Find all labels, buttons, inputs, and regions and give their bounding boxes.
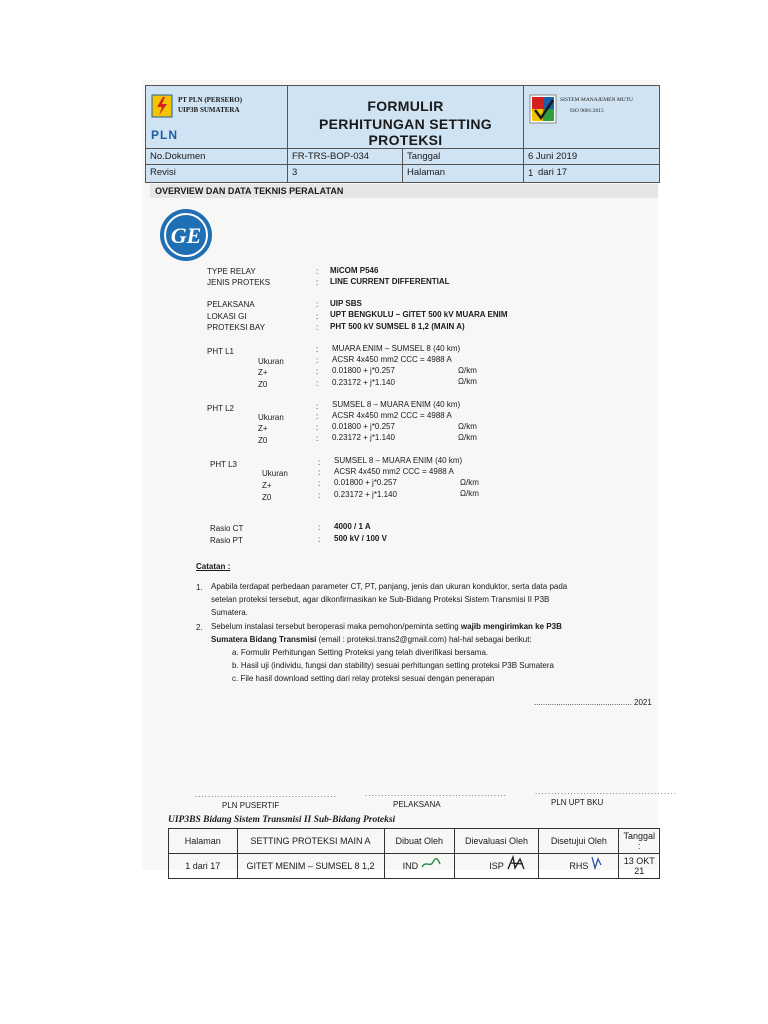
jenis-proteks-label: JENIS PROTEKS [207, 278, 271, 287]
note-2-sub-c: c. File hasil download setting dari relay proteksi sesuai dengan penerapan [232, 674, 495, 683]
section-title: OVERVIEW DAN DATA TEKNIS PERALATAN [155, 186, 344, 196]
colon: : [316, 345, 319, 354]
pht-l1-ukuran-label: Ukuran [258, 357, 284, 366]
colon: : [316, 412, 319, 421]
footer-h-dievaluasi: Dievaluasi Oleh [454, 829, 538, 854]
colon: : [318, 523, 321, 532]
colon: : [316, 402, 319, 411]
pht-l3-z0-unit: Ω/km [460, 489, 479, 498]
footer-table [168, 828, 660, 879]
iso-cert-icon [529, 94, 557, 124]
pht-l1-z0: 0.23172 + j*1.140 [332, 378, 395, 387]
note-2-sub-a: a. Formulir Perhitungan Setting Proteksi yang telah diverifikasi bersama. [232, 648, 489, 657]
form-title-line1: FORMULIR [367, 98, 444, 114]
footer-h-tanggal: Tanggal : [619, 829, 660, 854]
no-dokumen-label-cell [146, 149, 288, 165]
iso-cell [524, 86, 659, 149]
colon: : [316, 278, 319, 287]
colon: : [318, 491, 321, 500]
signature-ind-icon [421, 856, 441, 870]
pht-l1-z0-label: Z0 [258, 380, 268, 389]
rasio-ct-label: Rasio CT [210, 524, 244, 533]
colon: : [316, 367, 319, 376]
footer-v-halaman: 1 dari 17 [169, 854, 238, 879]
halaman-total: dari 17 [538, 167, 568, 178]
colon: : [316, 312, 319, 321]
footer-title: UIP3BS Bidang Sistem Transmisi II Sub-Bidang Proteksi [168, 815, 396, 825]
sig2-dots: ............................................ [365, 789, 507, 798]
note-2-line2-bold: Sumatera Bidang Transmisi [211, 635, 317, 644]
sig3-dots: ............................................ [535, 787, 677, 796]
colon: : [316, 356, 319, 365]
pht-l2-z0: 0.23172 + j*1.140 [332, 433, 395, 442]
footer-v-disetujui-cell [539, 854, 619, 879]
footer-h-halaman: Halaman [169, 829, 238, 854]
tanggal-label-cell [403, 149, 524, 165]
signature-rhs-icon [589, 855, 603, 871]
pht-l3-ukuran-label: Ukuran [262, 469, 288, 478]
rasio-ct-value: 4000 / 1 A [334, 522, 371, 531]
pht-l3-zp-label: Z+ [262, 481, 272, 490]
footer-v-tanggal: 13 OKT 21 [619, 854, 660, 879]
sig3-label: PLN UPT BKU [551, 798, 604, 807]
colon: : [318, 535, 321, 544]
pln-lightning-icon [151, 94, 173, 118]
footer-h-disetujui: Disetujui Oleh [539, 829, 619, 854]
colon: : [316, 323, 319, 332]
footer-v-dibuat: IND [402, 861, 419, 871]
proteksi-bay-label: PROTEKSI BAY [207, 323, 266, 332]
pht-l1-route: MUARA ENIM – SUMSEL 8 (40 km) [332, 344, 461, 353]
pht-l1-zp-unit: Ω/km [458, 366, 477, 375]
note-1-line1: Apabila terdapat perbedaan parameter CT, PT, panjang, jenis dan ukuran konduktor, serta data pada [211, 582, 568, 591]
pht-l2-route: SUMSEL 8 – MUARA ENIM (40 km) [332, 400, 461, 409]
revisi-label-cell [146, 165, 288, 182]
signature-isp-icon [505, 854, 527, 872]
sig1-dots: ............................................ [195, 790, 337, 799]
no-dokumen-value-cell [288, 149, 403, 165]
footer-v-dievaluasi-cell [454, 854, 538, 879]
pelaksana-label: PELAKSANA [207, 300, 255, 309]
sig1-label: PLN PUSERTIF [222, 801, 280, 810]
footer-v-setting: GITET MENIM – SUMSEL 8 1,2 [237, 854, 384, 879]
pht-l3-route: SUMSEL 8 – MUARA ENIM (40 km) [334, 456, 463, 465]
halaman-page: 1 [528, 168, 534, 179]
footer-header-row [169, 829, 660, 854]
no-dokumen-label: No.Dokumen [150, 151, 206, 162]
lokasi-value: UPT BENGKULU – GITET 500 kV MUARA ENIM [330, 310, 508, 319]
pht-l1-label: PHT L1 [207, 347, 234, 356]
note-2-line2 [211, 633, 532, 646]
iso-line2: ISO 9001:2015 [570, 108, 604, 114]
note-1-number: 1. [196, 583, 203, 592]
note-2-line1-bold: wajib mengirimkan ke P3B [460, 622, 562, 631]
form-title-line2: PERHITUNGAN SETTING PROTEKSI [319, 116, 492, 148]
colon: : [316, 423, 319, 432]
pht-l1-zp-label: Z+ [258, 368, 268, 377]
footer-v-disetujui: RHS [569, 861, 589, 871]
pht-l3-zp: 0.01800 + j*0.257 [334, 478, 397, 487]
footer-h-setting: SETTING PROTEKSI MAIN A [237, 829, 384, 854]
colon: : [316, 434, 319, 443]
pht-l2-ukuran: ACSR 4x450 mm2 CCC = 4988 A [332, 411, 452, 420]
sig2-label: PELAKSANA [393, 800, 441, 809]
pht-l2-zp-label: Z+ [258, 424, 268, 433]
date-line: ............................................ 2021 [534, 698, 652, 707]
pht-l3-zp-unit: Ω/km [460, 478, 479, 487]
revisi-value-cell [288, 165, 403, 182]
halaman-value-cell [524, 165, 659, 182]
pht-l2-z0-unit: Ω/km [458, 433, 477, 442]
rasio-pt-value: 500 kV / 100 V [334, 534, 387, 543]
colon: : [316, 300, 319, 309]
ge-logo-text: GE [170, 223, 202, 248]
rasio-pt-label: Rasio PT [210, 536, 243, 545]
note-2-sub-b: b. Hasil uji (individu, fungsi dan stability) sesuai perhitungan setting proteksi P3B Sumatera [232, 661, 554, 670]
jenis-proteks-value: LINE CURRENT DIFFERENTIAL [330, 277, 450, 286]
note-1-line2: setelan proteksi tersebut, agar dikonfirmasikan ke Sub-Bidang Proteksi Sistem Transmisi II P3B [211, 595, 550, 604]
note-1-line3: Sumatera. [211, 608, 248, 617]
colon: : [316, 267, 319, 276]
pht-l2-zp-unit: Ω/km [458, 422, 477, 431]
form-title-cell [288, 86, 524, 149]
footer-v-dibuat-cell [384, 854, 454, 879]
iso-line1: SISTEM MANAJEMEN MUTU [560, 97, 634, 103]
catatan-title: Catatan : [196, 562, 231, 571]
pht-l1-ukuran: ACSR 4x450 mm2 CCC = 4988 A [332, 355, 452, 364]
pht-l2-zp: 0.01800 + j*0.257 [332, 422, 395, 431]
pht-l3-z0-label: Z0 [262, 493, 272, 502]
revisi-label: Revisi [150, 167, 176, 178]
company-name-1: PT PLN (PERSERO) [178, 96, 243, 104]
type-relay-label: TYPE RELAY [207, 267, 256, 276]
colon: : [318, 458, 321, 467]
type-relay-value: MiCOM P546 [330, 266, 379, 275]
pht-l3-label: PHT L3 [210, 460, 237, 469]
company-name-2: UIP3B SUMATERA [178, 106, 240, 114]
halaman-label-cell [403, 165, 524, 182]
note-2-line2-text: (email : proteksi.trans2@gmail.com) hal-hal sebagai berikut: [316, 635, 532, 644]
pht-l1-z0-unit: Ω/km [458, 377, 477, 386]
footer-value-row [169, 854, 660, 879]
document-header [145, 85, 660, 183]
company-logo-cell [146, 86, 288, 149]
pht-l3-ukuran: ACSR 4x450 mm2 CCC = 4988 A [334, 467, 454, 476]
tanggal-label: Tanggal [407, 151, 441, 162]
pht-l3-z0: 0.23172 + j*1.140 [334, 490, 397, 499]
footer-h-dibuat: Dibuat Oleh [384, 829, 454, 854]
lokasi-label: LOKASI GI [207, 312, 247, 321]
colon: : [318, 479, 321, 488]
tanggal-value-cell [524, 149, 659, 165]
colon: : [316, 379, 319, 388]
tanggal-value: 6 Juni 2019 [528, 151, 578, 162]
footer-v-dievaluasi: ISP [489, 861, 504, 871]
pln-logo-text: PLN [151, 128, 178, 142]
halaman-label: Halaman [407, 167, 446, 178]
pht-l2-label: PHT L2 [207, 404, 234, 413]
no-dokumen-value: FR-TRS-BOP-034 [292, 151, 370, 162]
note-2-line1 [211, 620, 562, 633]
colon: : [318, 468, 321, 477]
ge-logo-icon [158, 207, 214, 263]
pht-l2-z0-label: Z0 [258, 436, 268, 445]
note-2-line1-text: Sebelum instalasi tersebut beroperasi maka pemohon/peminta setting [211, 622, 461, 631]
pelaksana-value: UIP SBS [330, 299, 362, 308]
pht-l2-ukuran-label: Ukuran [258, 413, 284, 422]
proteksi-bay-value: PHT 500 kV SUMSEL 8 1,2 (MAIN A) [330, 322, 465, 331]
note-2-number: 2. [196, 623, 203, 632]
revisi-value: 3 [292, 167, 298, 178]
pht-l1-zp: 0.01800 + j*0.257 [332, 366, 395, 375]
